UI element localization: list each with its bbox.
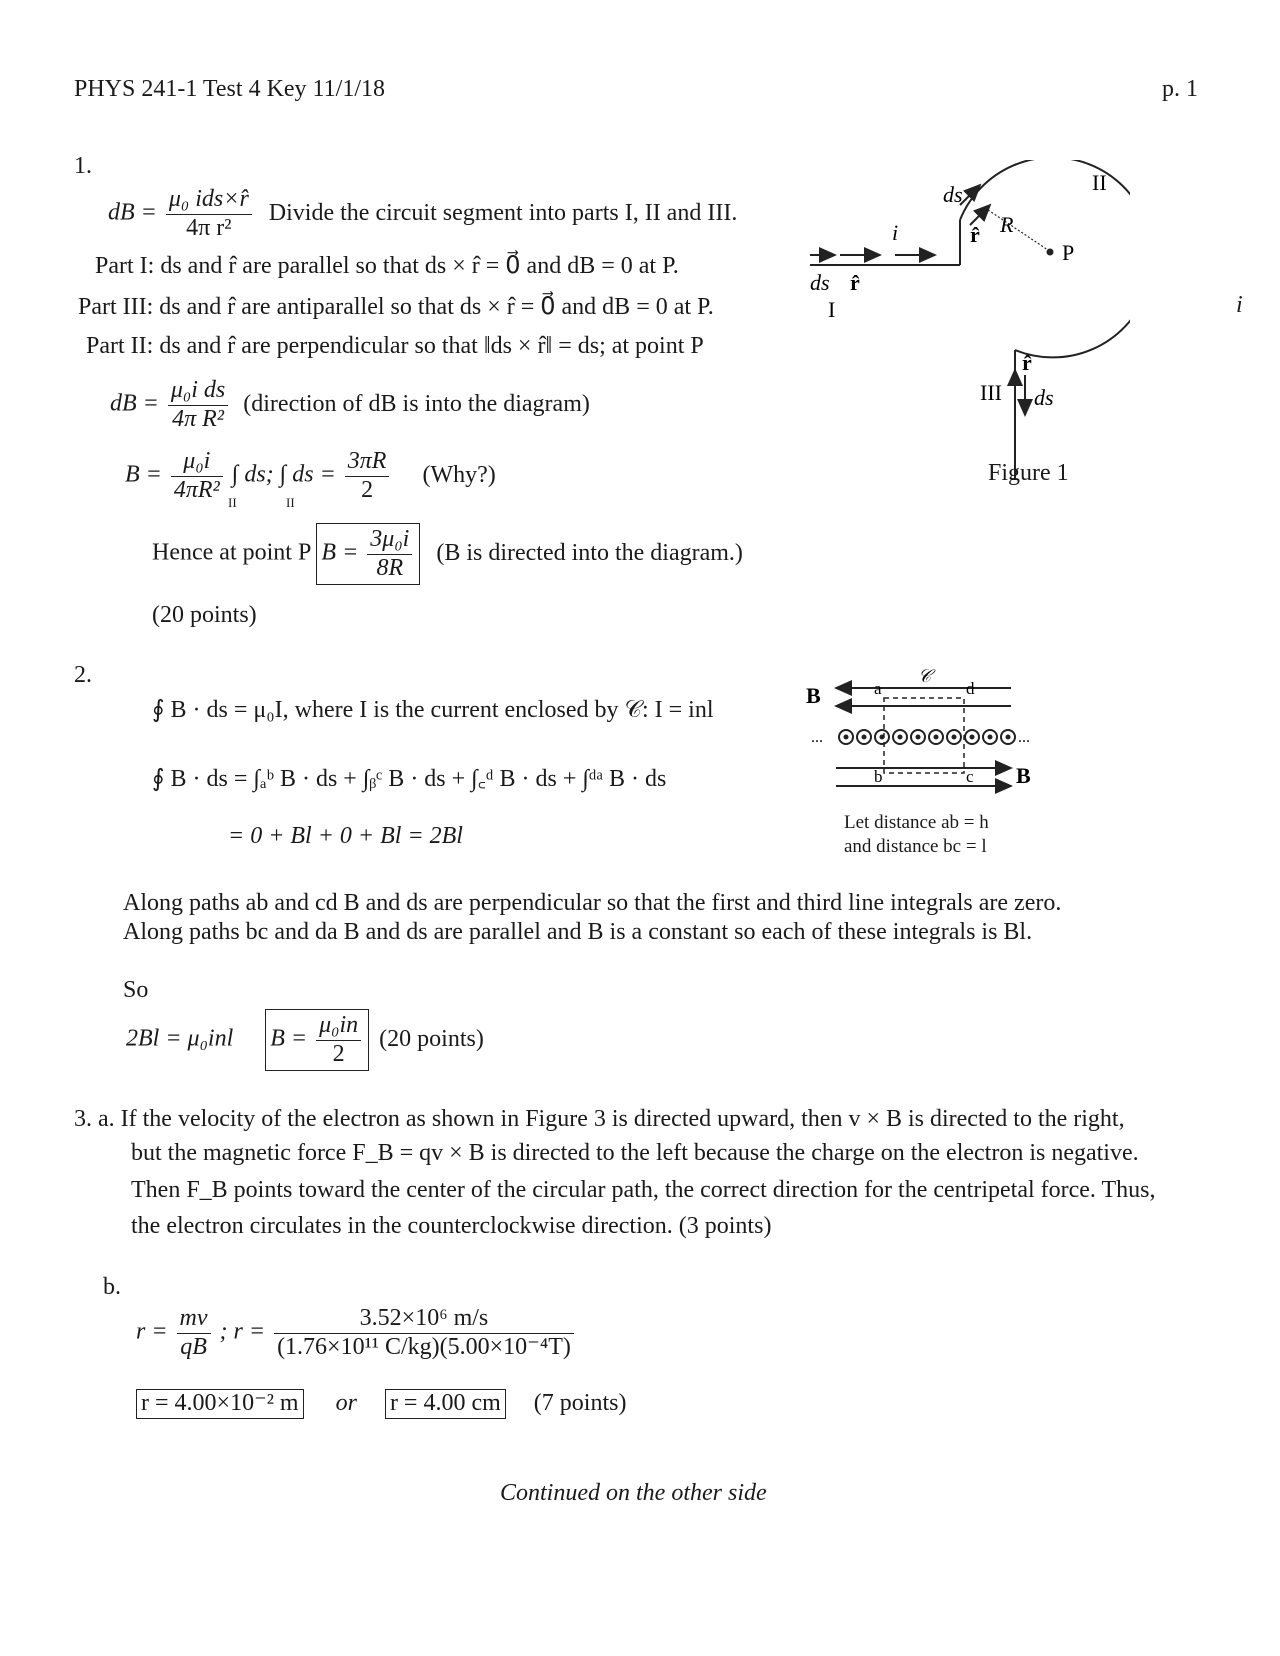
- page-header-title: PHYS 241-1 Test 4 Key 11/1/18: [74, 76, 385, 102]
- label-r-hat-top: r̂: [970, 222, 980, 247]
- label-r-hat-bottom: r̂: [1022, 350, 1032, 375]
- integral-subscript-1: II: [228, 495, 237, 510]
- q1-points: (20 points): [152, 602, 257, 628]
- question-2-number: 2.: [74, 662, 92, 688]
- label-b: b: [874, 767, 883, 786]
- current-dots-row: [811, 729, 1030, 746]
- label-r-hat-left: r̂: [850, 270, 860, 295]
- continued-footer: Continued on the other side: [500, 1480, 767, 1506]
- label-r: R: [1000, 212, 1014, 237]
- q3b-label: b.: [103, 1274, 121, 1300]
- figure-2-diagram: [806, 668, 1056, 808]
- line-integral-sum: ∮ B · ds = ∫ₐᵇ B · ds + ∫ᵦᶜ B · ds + ∫꜀ᵈ B · ds + ∫ᵈᵃ B · ds: [152, 766, 667, 792]
- q3b-answer: r = 4.00×10⁻² m or r = 4.00 cm (7 points): [136, 1389, 626, 1419]
- svg-text:...: ...: [811, 729, 823, 746]
- q3a-line-4: the electron circulates in the counterclockwise direction. (3 points): [131, 1213, 772, 1239]
- page-number: p. 1: [1162, 76, 1198, 102]
- answer-meters: r = 4.00×10⁻² m: [136, 1389, 304, 1419]
- label-p: P: [1062, 240, 1075, 265]
- label-c: c: [966, 767, 974, 786]
- part-3-text: Part III: ds and r̂ are antiparallel so that ds × r̂ = 0⃗ and dB = 0 at P.: [78, 294, 714, 320]
- integral-subscript-2: II: [286, 495, 295, 510]
- label-d: d: [966, 679, 975, 698]
- q1-result: Hence at point P B = $\frac{\text{3μ₀i}}{8R}$ (B is directed into the diagram.): [152, 523, 743, 585]
- q2-explanation-1: Along paths ab and cd B and ds are perpendicular so that the first and third line integrals are zero.: [123, 890, 1062, 916]
- question-1-number: 1.: [74, 153, 92, 179]
- db-equation: dB = $\frac{\text{μ₀i ds}}{\text{4π R²}}$ (direction of dB is into the diagram): [110, 377, 590, 432]
- line-integral-result: = 0 + Bl + 0 + Bl = 2Bl: [228, 823, 463, 849]
- q2-so: So: [123, 977, 149, 1003]
- label-i: i: [892, 220, 899, 245]
- part-2-text: Part II: ds and r̂ are perpendicular so that ‖ds × r̂‖ = ds; at point P: [86, 333, 704, 359]
- label-ds-top: ds: [943, 182, 963, 207]
- q2-result: 2Bl = μ₀inl B = $\frac{\text{μ₀in}}{2}$ (20 points): [126, 1009, 484, 1071]
- point-p: [1047, 249, 1054, 256]
- label-b-right: B: [1016, 763, 1031, 788]
- b-integral-equation: B = $\frac{\text{μ₀i}}{\text{4πR²}}$ ∫ ds; ∫ ds = $\frac{3\pi R}{2}$ (Why?): [125, 448, 496, 503]
- label-part-1: I: [828, 297, 836, 322]
- q3a-line-1: 3. a. If the velocity of the electron as shown in Figure 3 is directed upward, then v × B is directed to the right,: [74, 1106, 1125, 1132]
- q2-explanation-2: Along paths bc and da B and ds are parallel and B is a constant so each of these integrals is Bl.: [123, 919, 1033, 945]
- label-ds-bottom: ds: [1034, 385, 1054, 410]
- label-part-2: II: [1092, 170, 1107, 195]
- svg-text:...: ...: [1018, 729, 1030, 746]
- part-1-text: Part I: ds and r̂ are parallel so that ds × r̂ = 0⃗ and dB = 0 at P.: [95, 253, 679, 279]
- label-b-left: B: [806, 683, 821, 708]
- q3a-line-3: Then F_B points toward the center of the circular path, the correct direction for the centripetal force. Thus,: [131, 1177, 1156, 1203]
- q3a-line-2: but the magnetic force F_B = qv × B is directed to the left because the charge on the electron is negative.: [131, 1140, 1139, 1166]
- ampere-law-line: ∮ B · ds = μ₀I, where I is the current enclosed by 𝒞: I = inl: [152, 697, 714, 723]
- label-loop-c: 𝒞: [918, 668, 932, 686]
- figure-2-note-2: and distance bc = l: [844, 836, 987, 857]
- label-ds-left: ds: [810, 270, 830, 295]
- label-a: a: [874, 679, 882, 698]
- figure-1-diagram: [810, 160, 1130, 490]
- radius-line: [988, 210, 1048, 250]
- label-part-3: III: [980, 380, 1002, 405]
- margin-mark: i: [1236, 292, 1243, 318]
- figure-1-caption: Figure 1: [988, 460, 1069, 486]
- biot-savart-equation: dB = $\frac{\text{μ₀ ids×r̂}}{\text{4π r²}}$ Divide the circuit segment into parts I, II and III.: [108, 186, 738, 241]
- answer-centimeters: r = 4.00 cm: [385, 1389, 506, 1419]
- figure-2-note-1: Let distance ab = h: [844, 812, 989, 833]
- radius-equation: r = $\frac{mv}{qB}$ ; r = $\frac{\text{3.52×10⁶ m/s}}{\text{(1.76×10¹¹ C/kg)(5.00×10⁻⁴T)}}$: [136, 1305, 577, 1361]
